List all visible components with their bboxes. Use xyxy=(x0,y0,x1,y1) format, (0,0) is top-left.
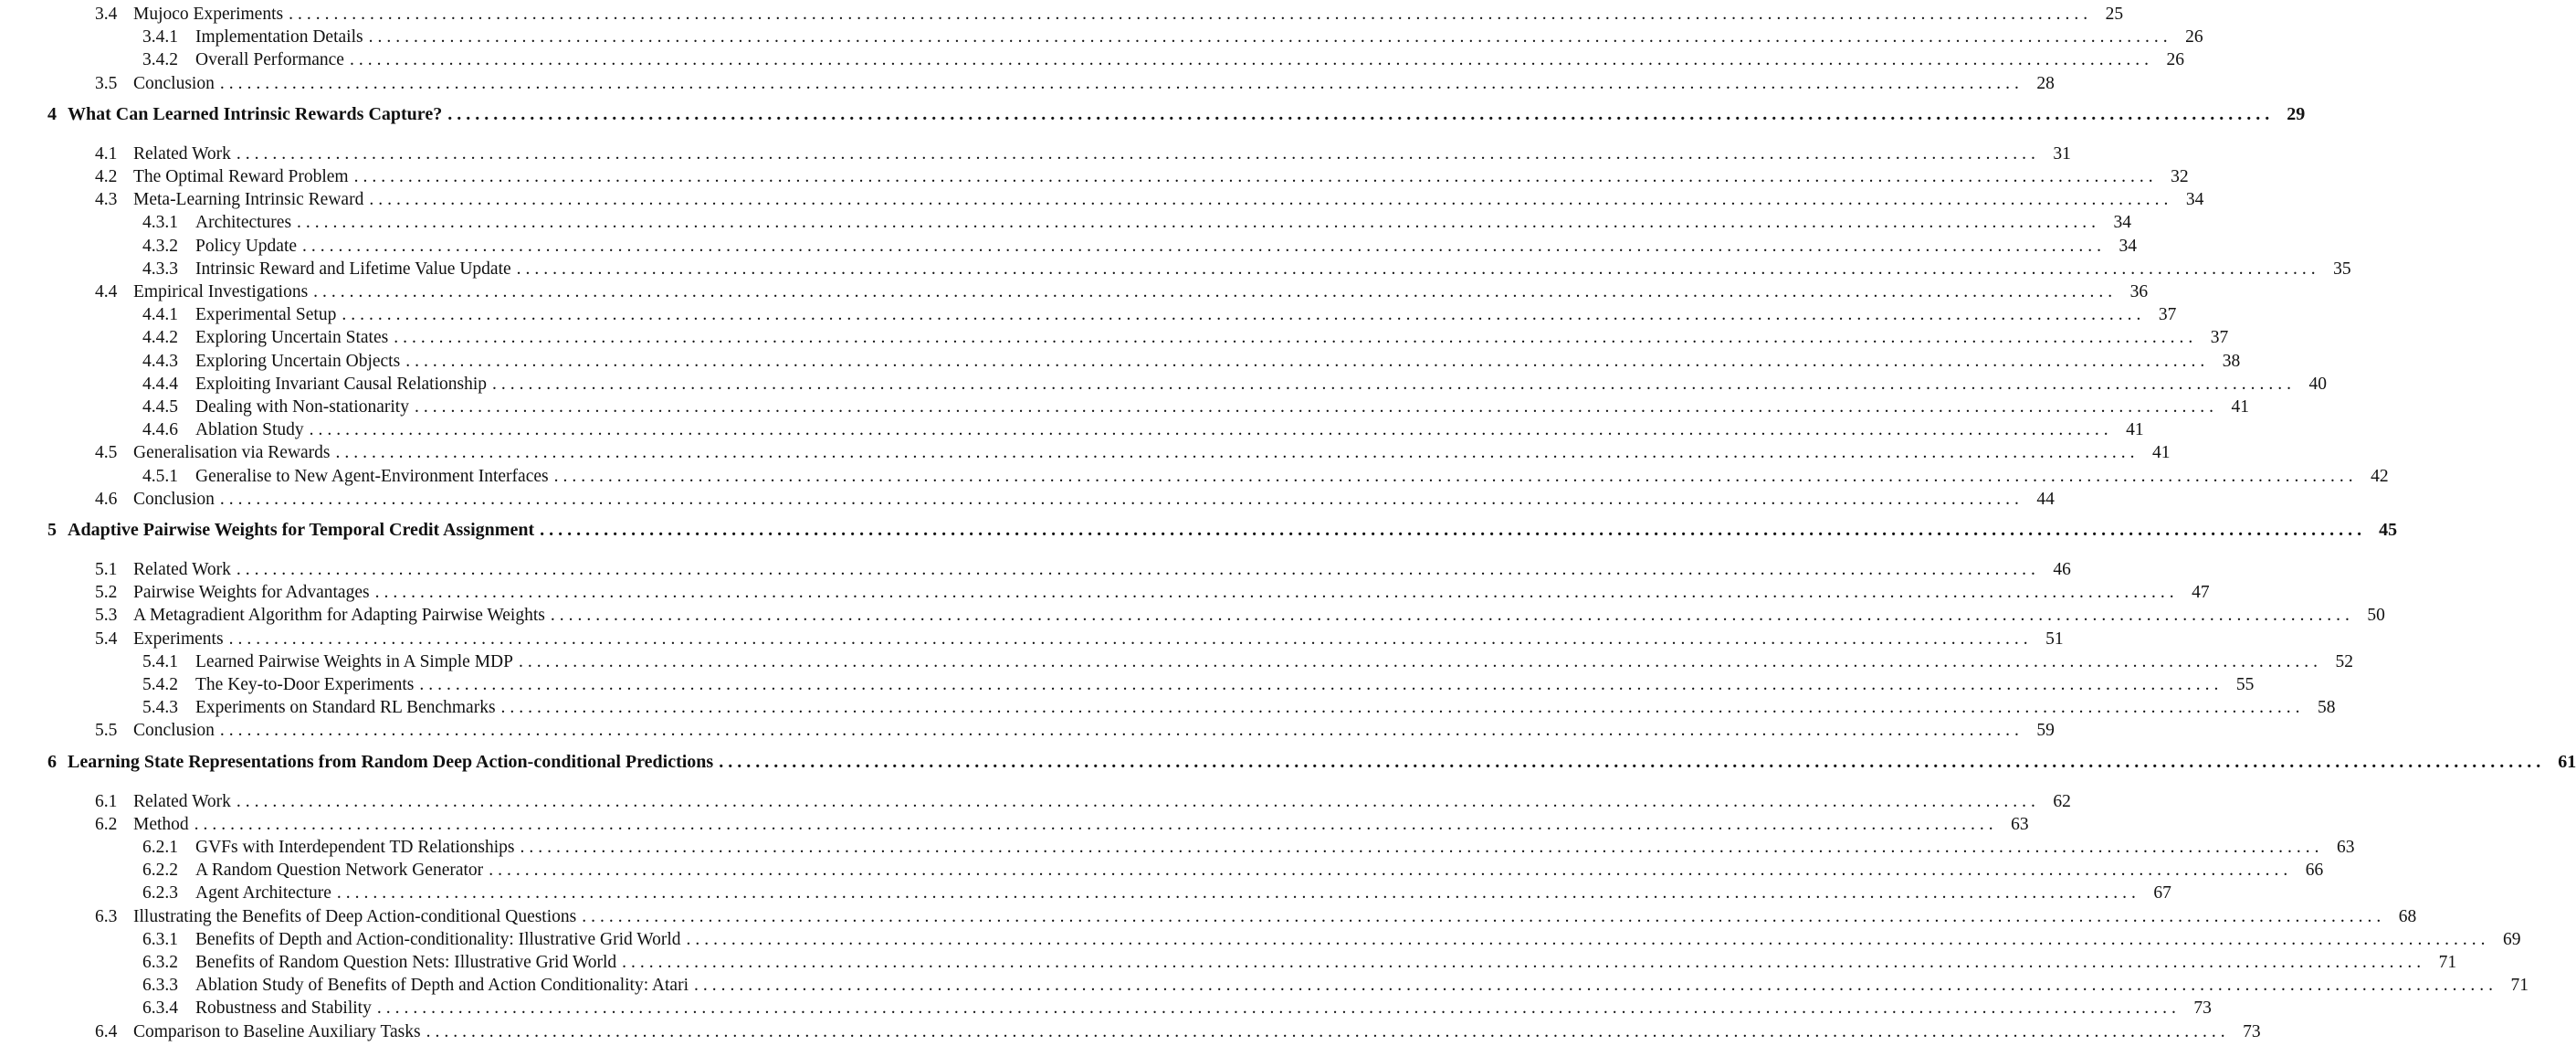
toc-entry[interactable] xyxy=(95,166,2189,188)
toc-entry[interactable] xyxy=(95,489,2055,511)
toc-entry-page-number[interactable]: 68 xyxy=(2398,906,2417,926)
toc-entry-title[interactable]: GVFs with Interdependent TD Relationships xyxy=(195,838,515,857)
toc-entry[interactable] xyxy=(47,103,2306,125)
toc-entry[interactable] xyxy=(142,860,2324,882)
dot-leader: ........................................................................................................................................................................................................ xyxy=(297,213,2101,233)
toc-entry[interactable] xyxy=(95,281,2149,303)
toc-entry-page-number[interactable]: 34 xyxy=(2113,213,2132,233)
toc-entry-title[interactable]: Experimental Setup xyxy=(195,305,337,325)
dot-leader: ........................................................................................................................................................................................................ xyxy=(492,374,2296,394)
toc-entry[interactable] xyxy=(142,419,2144,441)
toc-entry[interactable] xyxy=(142,327,2229,349)
toc-entry-number: 4.4.5 xyxy=(142,397,178,417)
toc-entry-title[interactable]: Agent Architecture xyxy=(195,883,331,903)
toc-entry-number: 3.4.1 xyxy=(142,27,178,48)
toc-entry[interactable] xyxy=(142,374,2327,396)
dot-leader: ........................................................................................................................................................................................................ xyxy=(236,791,2040,811)
dot-leader: ........................................................................................................................................................................................................ xyxy=(336,883,2140,903)
dot-leader: ........................................................................................................................................................................................................ xyxy=(313,282,2118,301)
toc-entry-title[interactable]: Related Work xyxy=(133,791,231,811)
toc-entry-number: 6.2.3 xyxy=(142,883,178,903)
toc-entry[interactable] xyxy=(95,442,2171,464)
toc-entry-number: 4.1 xyxy=(95,143,118,164)
dot-leader: ........................................................................................................................................................................................................ xyxy=(194,814,1998,834)
dot-leader: ........................................................................................................................................................................................................ xyxy=(228,629,2033,649)
toc-entry-page-number[interactable]: 50 xyxy=(2367,606,2385,626)
toc-entry-page-number[interactable]: 36 xyxy=(2129,282,2149,301)
toc-entry[interactable] xyxy=(142,259,2351,280)
toc-entry[interactable] xyxy=(142,674,2255,696)
toc-entry-number: 4.3.2 xyxy=(142,236,178,256)
dot-leader: ........................................................................................................................................................................................................ xyxy=(342,305,2146,325)
toc-entry-title[interactable]: Related Work xyxy=(133,143,231,164)
toc-entry-number: 4.4.1 xyxy=(142,305,178,325)
toc-entry[interactable] xyxy=(142,396,2249,418)
toc-entry[interactable] xyxy=(95,720,2055,742)
toc-entry-number: 4.5.1 xyxy=(142,466,178,486)
dot-leader: ........................................................................................................................................................................................................ xyxy=(520,838,2324,857)
dot-leader: ........................................................................................................................................................................................................ xyxy=(414,397,2218,417)
toc-entry-number: 5.4.2 xyxy=(142,675,178,694)
toc-entry-number: 5.1 xyxy=(95,560,118,579)
toc-entry-number: 5.4.3 xyxy=(142,698,178,718)
dot-leader: ........................................................................................................................................................................................................ xyxy=(376,998,2181,1019)
toc-entry-title[interactable]: Illustrating the Benefits of Deep Action-conditional Questions xyxy=(133,906,577,926)
toc-entry-number: 4.2 xyxy=(95,167,118,186)
toc-entry-page-number[interactable]: 55 xyxy=(2235,675,2255,694)
toc-entry-number: 3.4.2 xyxy=(142,50,178,70)
toc-entry[interactable] xyxy=(95,4,2124,26)
toc-entry-number: 4.3.1 xyxy=(142,213,178,233)
toc-entry[interactable] xyxy=(95,559,2071,581)
dot-leader: ........................................................................................................................................................................................................ xyxy=(219,489,2024,509)
toc-entry[interactable] xyxy=(47,751,2576,773)
toc-entry-page-number[interactable]: 29 xyxy=(2287,103,2306,124)
toc-entry-page-number[interactable]: 46 xyxy=(2053,560,2071,579)
toc-entry-number: 5.2 xyxy=(95,583,118,603)
toc-entry[interactable] xyxy=(142,49,2184,71)
dot-leader: ........................................................................................................................................................................................................ xyxy=(582,906,2386,926)
dot-leader: ........................................................................................................................................................................................................ xyxy=(622,953,2426,972)
toc-entry-page-number[interactable]: 42 xyxy=(2371,466,2389,486)
toc-entry-number: 4.4.3 xyxy=(142,351,178,371)
toc-entry-page-number[interactable]: 41 xyxy=(2152,443,2171,463)
toc-entry[interactable] xyxy=(142,952,2457,974)
toc-entry-number: 5 xyxy=(47,520,57,540)
toc-entry[interactable] xyxy=(95,73,2055,95)
toc-entry-number: 6.3.3 xyxy=(142,976,178,996)
toc-entry-page-number[interactable]: 66 xyxy=(2305,861,2324,881)
toc-entry-page-number[interactable]: 32 xyxy=(2171,167,2189,186)
toc-entry[interactable] xyxy=(142,26,2203,48)
toc-entry-number: 6.3.1 xyxy=(142,929,178,949)
toc-entry-title[interactable]: Meta-Learning Intrinsic Reward xyxy=(133,190,364,210)
toc-entry-title[interactable]: Empirical Investigations xyxy=(133,282,309,301)
toc-entry-page-number[interactable]: 69 xyxy=(2503,929,2521,949)
toc-entry[interactable] xyxy=(142,651,2353,673)
toc-entry-title[interactable]: Mujoco Experiments xyxy=(133,5,284,24)
dot-leader: ........................................................................................................................................................................................................ xyxy=(426,1021,2230,1041)
toc-entry-title[interactable]: Experiments on Standard RL Benchmarks xyxy=(195,698,496,718)
toc-entry-title[interactable]: Pairwise Weights for Advantages xyxy=(133,583,370,603)
toc-entry-title[interactable]: Related Work xyxy=(133,560,231,579)
toc-entry-page-number[interactable]: 31 xyxy=(2053,143,2071,164)
toc-entry-page-number[interactable]: 34 xyxy=(2119,236,2138,256)
toc-entry[interactable] xyxy=(95,906,2417,928)
toc-entry-title[interactable]: Exploring Uncertain States xyxy=(195,328,389,348)
toc-entry-page-number[interactable]: 45 xyxy=(2379,520,2398,540)
toc-entry-page-number[interactable]: 35 xyxy=(2333,259,2351,279)
toc-entry-number: 6.2 xyxy=(95,814,118,834)
toc-entry-page-number[interactable]: 73 xyxy=(2243,1021,2261,1041)
dot-leader: ........................................................................................................................................................................................................ xyxy=(394,328,2198,348)
toc-entry[interactable] xyxy=(142,837,2355,859)
dot-leader: ........................................................................................................................................................................................................ xyxy=(374,583,2179,603)
toc-entry-page-number[interactable]: 51 xyxy=(2045,629,2064,649)
toc-entry-title[interactable]: Generalise to New Agent-Environment Interfaces xyxy=(195,466,549,486)
toc-entry-title[interactable]: Exploring Uncertain Objects xyxy=(195,351,401,371)
toc-entry-page-number[interactable]: 63 xyxy=(2337,838,2355,857)
toc-entry-number: 4 xyxy=(47,103,57,124)
dot-leader: ........................................................................................................................................................................................................ xyxy=(518,651,2322,671)
toc-entry-number: 5.3 xyxy=(95,606,118,626)
toc-entry-page-number[interactable]: 37 xyxy=(2210,328,2229,348)
dot-leader: ........................................................................................................................................................................................................ xyxy=(349,50,2153,70)
toc-entry[interactable] xyxy=(142,998,2212,1020)
toc-entry-page-number[interactable]: 26 xyxy=(2185,27,2203,48)
toc-entry-title[interactable]: Dealing with Non-stationarity xyxy=(195,397,409,417)
toc-entry-title[interactable]: Conclusion xyxy=(133,489,215,509)
toc-entry-number: 6 xyxy=(47,751,57,772)
toc-entry-page-number[interactable]: 34 xyxy=(2185,190,2204,210)
dot-leader: ........................................................................................................................................................................................................ xyxy=(236,143,2040,164)
toc-entry-title[interactable]: Generalisation via Rewards xyxy=(133,443,331,463)
dot-leader: ........................................................................................................................................................................................................ xyxy=(516,259,2320,279)
dot-leader: ........................................................................................................................................................................................................ xyxy=(289,5,2093,24)
toc-entry-title[interactable]: A Random Question Network Generator xyxy=(195,861,484,881)
toc-entry[interactable] xyxy=(95,582,2210,604)
dot-leader: ........................................................................................................................................................................................................ xyxy=(447,103,2275,124)
dot-leader: ........................................................................................................................................................................................................ xyxy=(553,466,2358,486)
dot-leader: ........................................................................................................................................................................................................ xyxy=(369,190,2173,210)
toc-entry[interactable] xyxy=(142,236,2138,258)
toc-entry-page-number[interactable]: 28 xyxy=(2036,73,2055,93)
toc-entry-page-number[interactable]: 71 xyxy=(2438,953,2457,972)
toc-entry-title[interactable]: Method xyxy=(133,814,189,834)
toc-entry-page-number[interactable]: 73 xyxy=(2193,998,2212,1019)
toc-entry-number: 3.4 xyxy=(95,5,118,24)
toc-entry-page-number[interactable]: 41 xyxy=(2231,397,2249,417)
dot-leader: ........................................................................................................................................................................................................ xyxy=(335,443,2140,463)
toc-entry-page-number[interactable]: 40 xyxy=(2308,374,2327,394)
toc-entry-page-number[interactable]: 62 xyxy=(2053,791,2071,811)
toc-entry-number: 5.5 xyxy=(95,721,118,741)
dot-leader: ........................................................................................................................................................................................................ xyxy=(368,27,2172,48)
dot-leader: ........................................................................................................................................................................................................ xyxy=(550,606,2354,626)
toc-entry-number: 6.3 xyxy=(95,906,118,926)
toc-entry-title[interactable]: What Can Learned Intrinsic Rewards Capture? xyxy=(68,103,443,124)
toc-entry-page-number[interactable]: 71 xyxy=(2510,976,2529,996)
toc-entry-title[interactable]: Overall Performance xyxy=(195,50,344,70)
dot-leader: ........................................................................................................................................................................................................ xyxy=(236,560,2040,579)
toc-entry-number: 4.4.4 xyxy=(142,374,178,394)
toc-entry[interactable] xyxy=(95,189,2204,211)
toc-entry-number: 6.3.2 xyxy=(142,953,178,972)
dot-leader: ........................................................................................................................................................................................................ xyxy=(719,751,2546,772)
toc-entry-page-number[interactable]: 67 xyxy=(2153,883,2171,903)
toc-entry-number: 4.4.2 xyxy=(142,328,178,348)
toc-entry-number: 4.3.3 xyxy=(142,259,178,279)
toc-entry-title[interactable]: Architectures xyxy=(195,213,292,233)
dot-leader: ........................................................................................................................................................................................................ xyxy=(500,698,2305,718)
toc-entry-page-number[interactable]: 26 xyxy=(2166,50,2184,70)
toc-entry-title[interactable]: Adaptive Pairwise Weights for Temporal Credit Assignment xyxy=(68,520,535,540)
toc-entry-page-number[interactable]: 38 xyxy=(2222,351,2241,371)
toc-entry-title[interactable]: The Key-to-Door Experiments xyxy=(195,675,415,694)
toc-entry[interactable] xyxy=(142,697,2336,719)
toc-entry-title[interactable]: Benefits of Depth and Action-conditionality: Illustrative Grid World xyxy=(195,929,681,949)
toc-entry-title[interactable]: Conclusion xyxy=(133,73,215,93)
dot-leader: ........................................................................................................................................................................................................ xyxy=(540,520,2367,540)
toc-entry-page-number[interactable]: 52 xyxy=(2335,651,2353,671)
dot-leader: ........................................................................................................................................................................................................ xyxy=(693,976,2497,996)
toc-entry-number: 4.6 xyxy=(95,489,118,509)
toc-entry-number: 6.1 xyxy=(95,791,118,811)
toc-entry-title[interactable]: The Optimal Reward Problem xyxy=(133,167,349,186)
dot-leader: ........................................................................................................................................................................................................ xyxy=(302,236,2107,256)
toc-entry-page-number[interactable]: 58 xyxy=(2318,698,2336,718)
toc-entry-number: 4.3 xyxy=(95,190,118,210)
toc-entry-page-number[interactable]: 47 xyxy=(2192,583,2210,603)
toc-entry-number: 6.3.4 xyxy=(142,998,178,1019)
toc-entry-number: 6.2.1 xyxy=(142,838,178,857)
toc-entry-number: 5.4 xyxy=(95,629,118,649)
toc-entry-title[interactable]: Conclusion xyxy=(133,721,215,741)
toc-entry-title[interactable]: Learning State Representations from Random Deep Action-conditional Predictions xyxy=(68,751,714,772)
toc-entry-title[interactable]: Exploiting Invariant Causal Relationship xyxy=(195,374,487,394)
toc-entry-title[interactable]: Ablation Study xyxy=(195,420,304,440)
dot-leader: ........................................................................................................................................................................................................ xyxy=(219,721,2024,741)
toc-entry[interactable] xyxy=(142,929,2521,951)
toc-entry[interactable] xyxy=(142,212,2132,234)
toc-entry-number: 6.2.2 xyxy=(142,861,178,881)
toc-entry-title[interactable]: Intrinsic Reward and Lifetime Value Update xyxy=(195,259,511,279)
toc-entry[interactable] xyxy=(95,1021,2261,1043)
dot-leader: ........................................................................................................................................................................................................ xyxy=(309,420,2113,440)
dot-leader: ........................................................................................................................................................................................................ xyxy=(489,861,2293,881)
toc-entry-title[interactable]: Robustness and Stability xyxy=(195,998,372,1019)
toc-entry[interactable] xyxy=(95,814,2029,836)
dot-leader: ........................................................................................................................................................................................................ xyxy=(353,167,2158,186)
toc-entry-title[interactable]: Implementation Details xyxy=(195,27,363,48)
toc-entry-title[interactable]: Policy Update xyxy=(195,236,298,256)
toc-entry-page-number[interactable]: 63 xyxy=(2011,814,2029,834)
toc-entry-title[interactable]: A Metagradient Algorithm for Adapting Pairwise Weights xyxy=(133,606,545,626)
toc-entry-page-number[interactable]: 25 xyxy=(2105,5,2124,24)
toc-entry[interactable] xyxy=(95,605,2385,627)
toc-entry-number: 6.4 xyxy=(95,1021,118,1041)
toc-entry-title[interactable]: Comparison to Baseline Auxiliary Tasks xyxy=(133,1021,421,1041)
dot-leader: ........................................................................................................................................................................................................ xyxy=(419,675,2224,694)
toc-entry[interactable] xyxy=(95,143,2071,165)
toc-entry-title[interactable]: Benefits of Random Question Nets: Illustrative Grid World xyxy=(195,953,617,972)
toc-entry[interactable] xyxy=(142,351,2241,373)
toc-entry[interactable] xyxy=(95,629,2064,650)
dot-leader: ........................................................................................................................................................................................................ xyxy=(219,73,2024,93)
toc-entry[interactable] xyxy=(95,791,2071,813)
toc-entry-title[interactable]: Ablation Study of Benefits of Depth and Action Conditionality: Atari xyxy=(195,976,689,996)
toc-entry-number: 4.4 xyxy=(95,282,118,301)
toc-entry[interactable] xyxy=(142,975,2529,997)
toc-entry[interactable] xyxy=(142,882,2171,904)
toc-entry[interactable] xyxy=(142,304,2177,326)
toc-entry-number: 4.4.6 xyxy=(142,420,178,440)
toc-entry-page-number[interactable]: 61 xyxy=(2558,751,2576,772)
toc-entry-page-number[interactable]: 37 xyxy=(2158,305,2177,325)
dot-leader: ........................................................................................................................................................................................................ xyxy=(405,351,2210,371)
toc-entry[interactable] xyxy=(142,466,2389,488)
dot-leader: ........................................................................................................................................................................................................ xyxy=(686,929,2490,949)
toc-entry-title[interactable]: Experiments xyxy=(133,629,224,649)
toc-entry-page-number[interactable]: 41 xyxy=(2126,420,2144,440)
toc-entry-number: 3.5 xyxy=(95,73,118,93)
toc-entry-page-number[interactable]: 44 xyxy=(2036,489,2055,509)
toc-entry-page-number[interactable]: 59 xyxy=(2036,721,2055,741)
toc-entry-number: 5.4.1 xyxy=(142,651,178,671)
toc-entry-title[interactable]: Learned Pairwise Weights in A Simple MDP xyxy=(195,651,513,671)
toc-entry[interactable] xyxy=(47,519,2398,541)
toc-entry-number: 4.5 xyxy=(95,443,118,463)
